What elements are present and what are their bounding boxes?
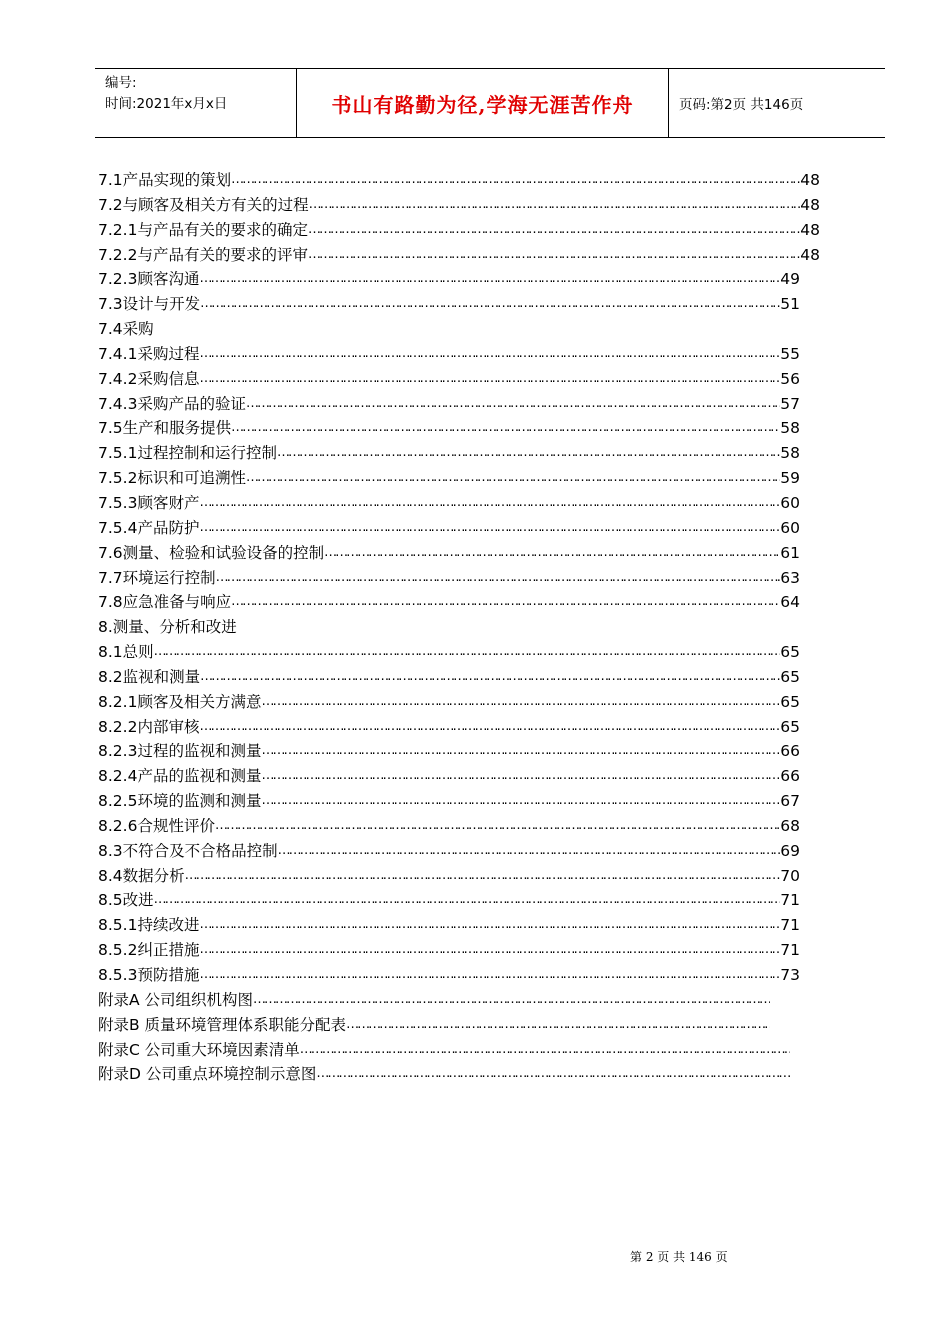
toc-entry[interactable] [98, 218, 820, 243]
toc-leader-dots [324, 541, 780, 566]
header-motto: 书山有路勤为径,学海无涯苦作舟 [331, 92, 634, 117]
toc-entry-page: 73 [780, 966, 800, 984]
toc-entry-page: 49 [780, 270, 800, 289]
toc-entry-page: 65 [780, 717, 800, 736]
toc-entry[interactable] [98, 416, 800, 441]
toc-entry[interactable] [98, 789, 800, 814]
toc-entry-page: 67 [780, 792, 800, 811]
toc-entry-page: 58 [780, 419, 800, 438]
document-time-label: 时间:2021年x月x日 [105, 96, 228, 112]
toc-entry-label: 8.2监视和测量 [98, 667, 201, 686]
toc-leader-dots [200, 665, 780, 690]
toc-leader-dots [308, 243, 800, 268]
toc-entry-page: 48 [800, 245, 820, 264]
toc-leader-dots [216, 566, 781, 591]
toc-entry-label: 7.4.3采购产品的验证 [98, 394, 246, 413]
toc-entry[interactable] [98, 814, 800, 839]
toc-leader-dots [154, 640, 781, 665]
toc-entry-label: 8.2.3过程的监视和测量 [98, 742, 262, 761]
toc-entry[interactable] [98, 715, 800, 740]
toc-entry[interactable] [98, 168, 820, 193]
toc-entry-page: 61 [780, 543, 800, 562]
toc-entry-label: 8.5改进 [98, 891, 154, 910]
toc-entry-label: 8.5.2纠正措施 [98, 941, 200, 960]
table-of-contents [98, 168, 828, 1087]
toc-entry[interactable] [98, 938, 800, 963]
toc-leader-dots [261, 789, 780, 814]
toc-leader-dots [246, 392, 780, 417]
toc-entry-label: 8.测量、分析和改进 [98, 618, 237, 637]
toc-leader-dots [231, 416, 780, 441]
toc-leader-dots [309, 193, 801, 218]
toc-entry-label: 8.4数据分析 [98, 866, 185, 885]
toc-entry[interactable] [98, 615, 828, 640]
toc-leader-dots [199, 938, 780, 963]
toc-entry-label: 7.2.1与产品有关的要求的确定 [98, 220, 308, 239]
toc-entry-label: 附录D 公司重点环境控制示意图 [98, 1065, 317, 1084]
toc-entry-label: 7.5生产和服务提供 [98, 419, 232, 438]
toc-entry-page: 60 [780, 493, 800, 512]
toc-leader-dots [253, 988, 770, 1013]
toc-leader-dots [199, 913, 780, 938]
toc-entry[interactable] [98, 541, 800, 566]
header-page-info: 页码:第2页 共146页 [679, 97, 804, 113]
toc-entry-page: 58 [780, 444, 800, 463]
toc-entry-page: 68 [780, 816, 800, 835]
toc-entry-label: 7.1产品实现的策划 [98, 171, 232, 189]
toc-entry[interactable] [98, 317, 828, 342]
toc-entry-label: 7.4.1采购过程 [98, 344, 200, 363]
toc-entry[interactable] [98, 267, 800, 292]
toc-entry[interactable] [98, 963, 800, 988]
toc-entry-label: 8.5.3预防措施 [98, 966, 200, 984]
toc-entry[interactable] [98, 640, 800, 665]
toc-entry-page: 64 [780, 593, 800, 612]
toc-entry-page: 51 [780, 295, 800, 314]
toc-entry[interactable] [98, 566, 800, 591]
toc-entry-label: 7.5.3顾客财产 [98, 493, 200, 512]
toc-entry-label: 7.5.4产品防护 [98, 518, 200, 537]
toc-leader-dots [277, 441, 780, 466]
toc-entry[interactable] [98, 491, 800, 516]
toc-entry[interactable] [98, 392, 800, 417]
toc-leader-dots [231, 590, 780, 615]
toc-entry-label: 7.4.2采购信息 [98, 369, 200, 388]
toc-entry[interactable] [98, 466, 800, 491]
toc-leader-dots [231, 168, 800, 193]
toc-entry[interactable] [98, 665, 800, 690]
toc-entry-label: 7.2与顾客及相关方有关的过程 [98, 195, 309, 214]
toc-entry-page: 57 [780, 394, 800, 413]
toc-leader-dots [246, 466, 780, 491]
toc-leader-dots [199, 715, 780, 740]
toc-entry-page: 71 [780, 941, 800, 960]
toc-entry-page: 65 [780, 667, 800, 686]
toc-leader-dots [199, 267, 780, 292]
toc-entry-page: 65 [780, 643, 800, 662]
toc-entry-label: 7.4采购 [98, 320, 154, 339]
toc-leader-dots [261, 690, 780, 715]
toc-entry[interactable] [98, 441, 800, 466]
toc-entry[interactable] [98, 1038, 790, 1063]
toc-entry-label: 8.2.2内部审核 [98, 717, 200, 736]
toc-entry[interactable] [98, 888, 800, 913]
toc-leader-dots [199, 516, 780, 541]
toc-leader-dots [261, 739, 780, 764]
toc-entry[interactable] [98, 988, 770, 1013]
toc-leader-dots [278, 839, 781, 864]
toc-leader-dots [261, 764, 780, 789]
toc-entry-label: 附录A 公司组织机构图 [98, 990, 254, 1009]
toc-entry-page: 55 [780, 344, 800, 363]
toc-entry[interactable] [98, 839, 800, 864]
toc-leader-dots [199, 963, 780, 988]
toc-entry-label: 7.2.2与产品有关的要求的评审 [98, 245, 308, 264]
toc-entry-page: 59 [780, 469, 800, 488]
toc-leader-dots [154, 888, 781, 913]
toc-entry-label: 7.8应急准备与响应 [98, 593, 232, 612]
toc-leader-dots [199, 342, 780, 367]
toc-entry-page: 69 [780, 841, 800, 860]
toc-entry[interactable] [98, 590, 800, 615]
toc-entry-label: 附录B 质量环境管理体系职能分配表 [98, 1015, 347, 1034]
toc-entry[interactable] [98, 1062, 790, 1087]
toc-entry[interactable] [98, 243, 820, 268]
toc-leader-dots [199, 491, 780, 516]
toc-entry-page: 48 [800, 220, 820, 239]
toc-entry[interactable] [98, 690, 800, 715]
toc-entry-page: 63 [780, 568, 800, 587]
toc-leader-dots [316, 1062, 790, 1087]
toc-entry-label: 7.5.1过程控制和运行控制 [98, 444, 277, 463]
toc-entry[interactable] [98, 1013, 770, 1038]
toc-entry-page: 48 [800, 195, 820, 214]
toc-entry-label: 7.6测量、检验和试验设备的控制 [98, 543, 325, 562]
toc-entry-label: 7.3设计与开发 [98, 295, 201, 314]
toc-entry-page: 48 [800, 171, 820, 189]
page-footer: 第 2 页 共 146 页 [630, 1250, 728, 1264]
toc-entry-label: 8.2.4产品的监视和测量 [98, 767, 262, 786]
header-meta-cell [95, 69, 297, 137]
toc-leader-dots [300, 1038, 790, 1063]
toc-leader-dots [185, 864, 781, 889]
toc-entry-page: 60 [780, 518, 800, 537]
toc-entry[interactable] [98, 864, 800, 889]
toc-leader-dots [215, 814, 780, 839]
toc-entry[interactable] [98, 342, 800, 367]
toc-entry-label: 8.2.6合规性评价 [98, 816, 215, 835]
toc-entry-page: 66 [780, 742, 800, 761]
toc-entry[interactable] [98, 739, 800, 764]
toc-entry-page: 70 [780, 866, 800, 885]
header-page-cell [669, 69, 885, 137]
toc-entry-label: 7.7环境运行控制 [98, 568, 216, 587]
toc-entry[interactable] [98, 764, 800, 789]
toc-leader-dots [346, 1013, 770, 1038]
toc-entry[interactable] [98, 367, 800, 392]
toc-entry-label: 8.5.1持续改进 [98, 916, 200, 935]
document-number-label: 编号: [105, 75, 137, 91]
toc-entry-label: 8.1总则 [98, 643, 154, 662]
toc-entry-label: 附录C 公司重大环境因素清单 [98, 1040, 300, 1059]
toc-leader-dots [199, 367, 780, 392]
toc-entry-label: 7.5.2标识和可追溯性 [98, 469, 246, 488]
toc-entry[interactable] [98, 292, 800, 317]
toc-entry-label: 8.2.5环境的监测和测量 [98, 792, 262, 811]
header-motto-cell [297, 69, 669, 137]
toc-entry-page: 66 [780, 767, 800, 786]
toc-entry[interactable] [98, 516, 800, 541]
toc-entry-label: 7.2.3顾客沟通 [98, 270, 200, 289]
toc-leader-dots [308, 218, 800, 243]
toc-entry-label: 8.2.1顾客及相关方满意 [98, 692, 262, 711]
toc-entry-page: 71 [780, 891, 800, 910]
toc-entry-page: 56 [780, 369, 800, 388]
toc-entry[interactable] [98, 913, 800, 938]
toc-entry[interactable] [98, 193, 820, 218]
toc-entry-label: 8.3不符合及不合格品控制 [98, 841, 278, 860]
toc-entry-page: 71 [780, 916, 800, 935]
toc-entry-page: 65 [780, 692, 800, 711]
toc-leader-dots [200, 292, 780, 317]
document-header [95, 68, 885, 138]
